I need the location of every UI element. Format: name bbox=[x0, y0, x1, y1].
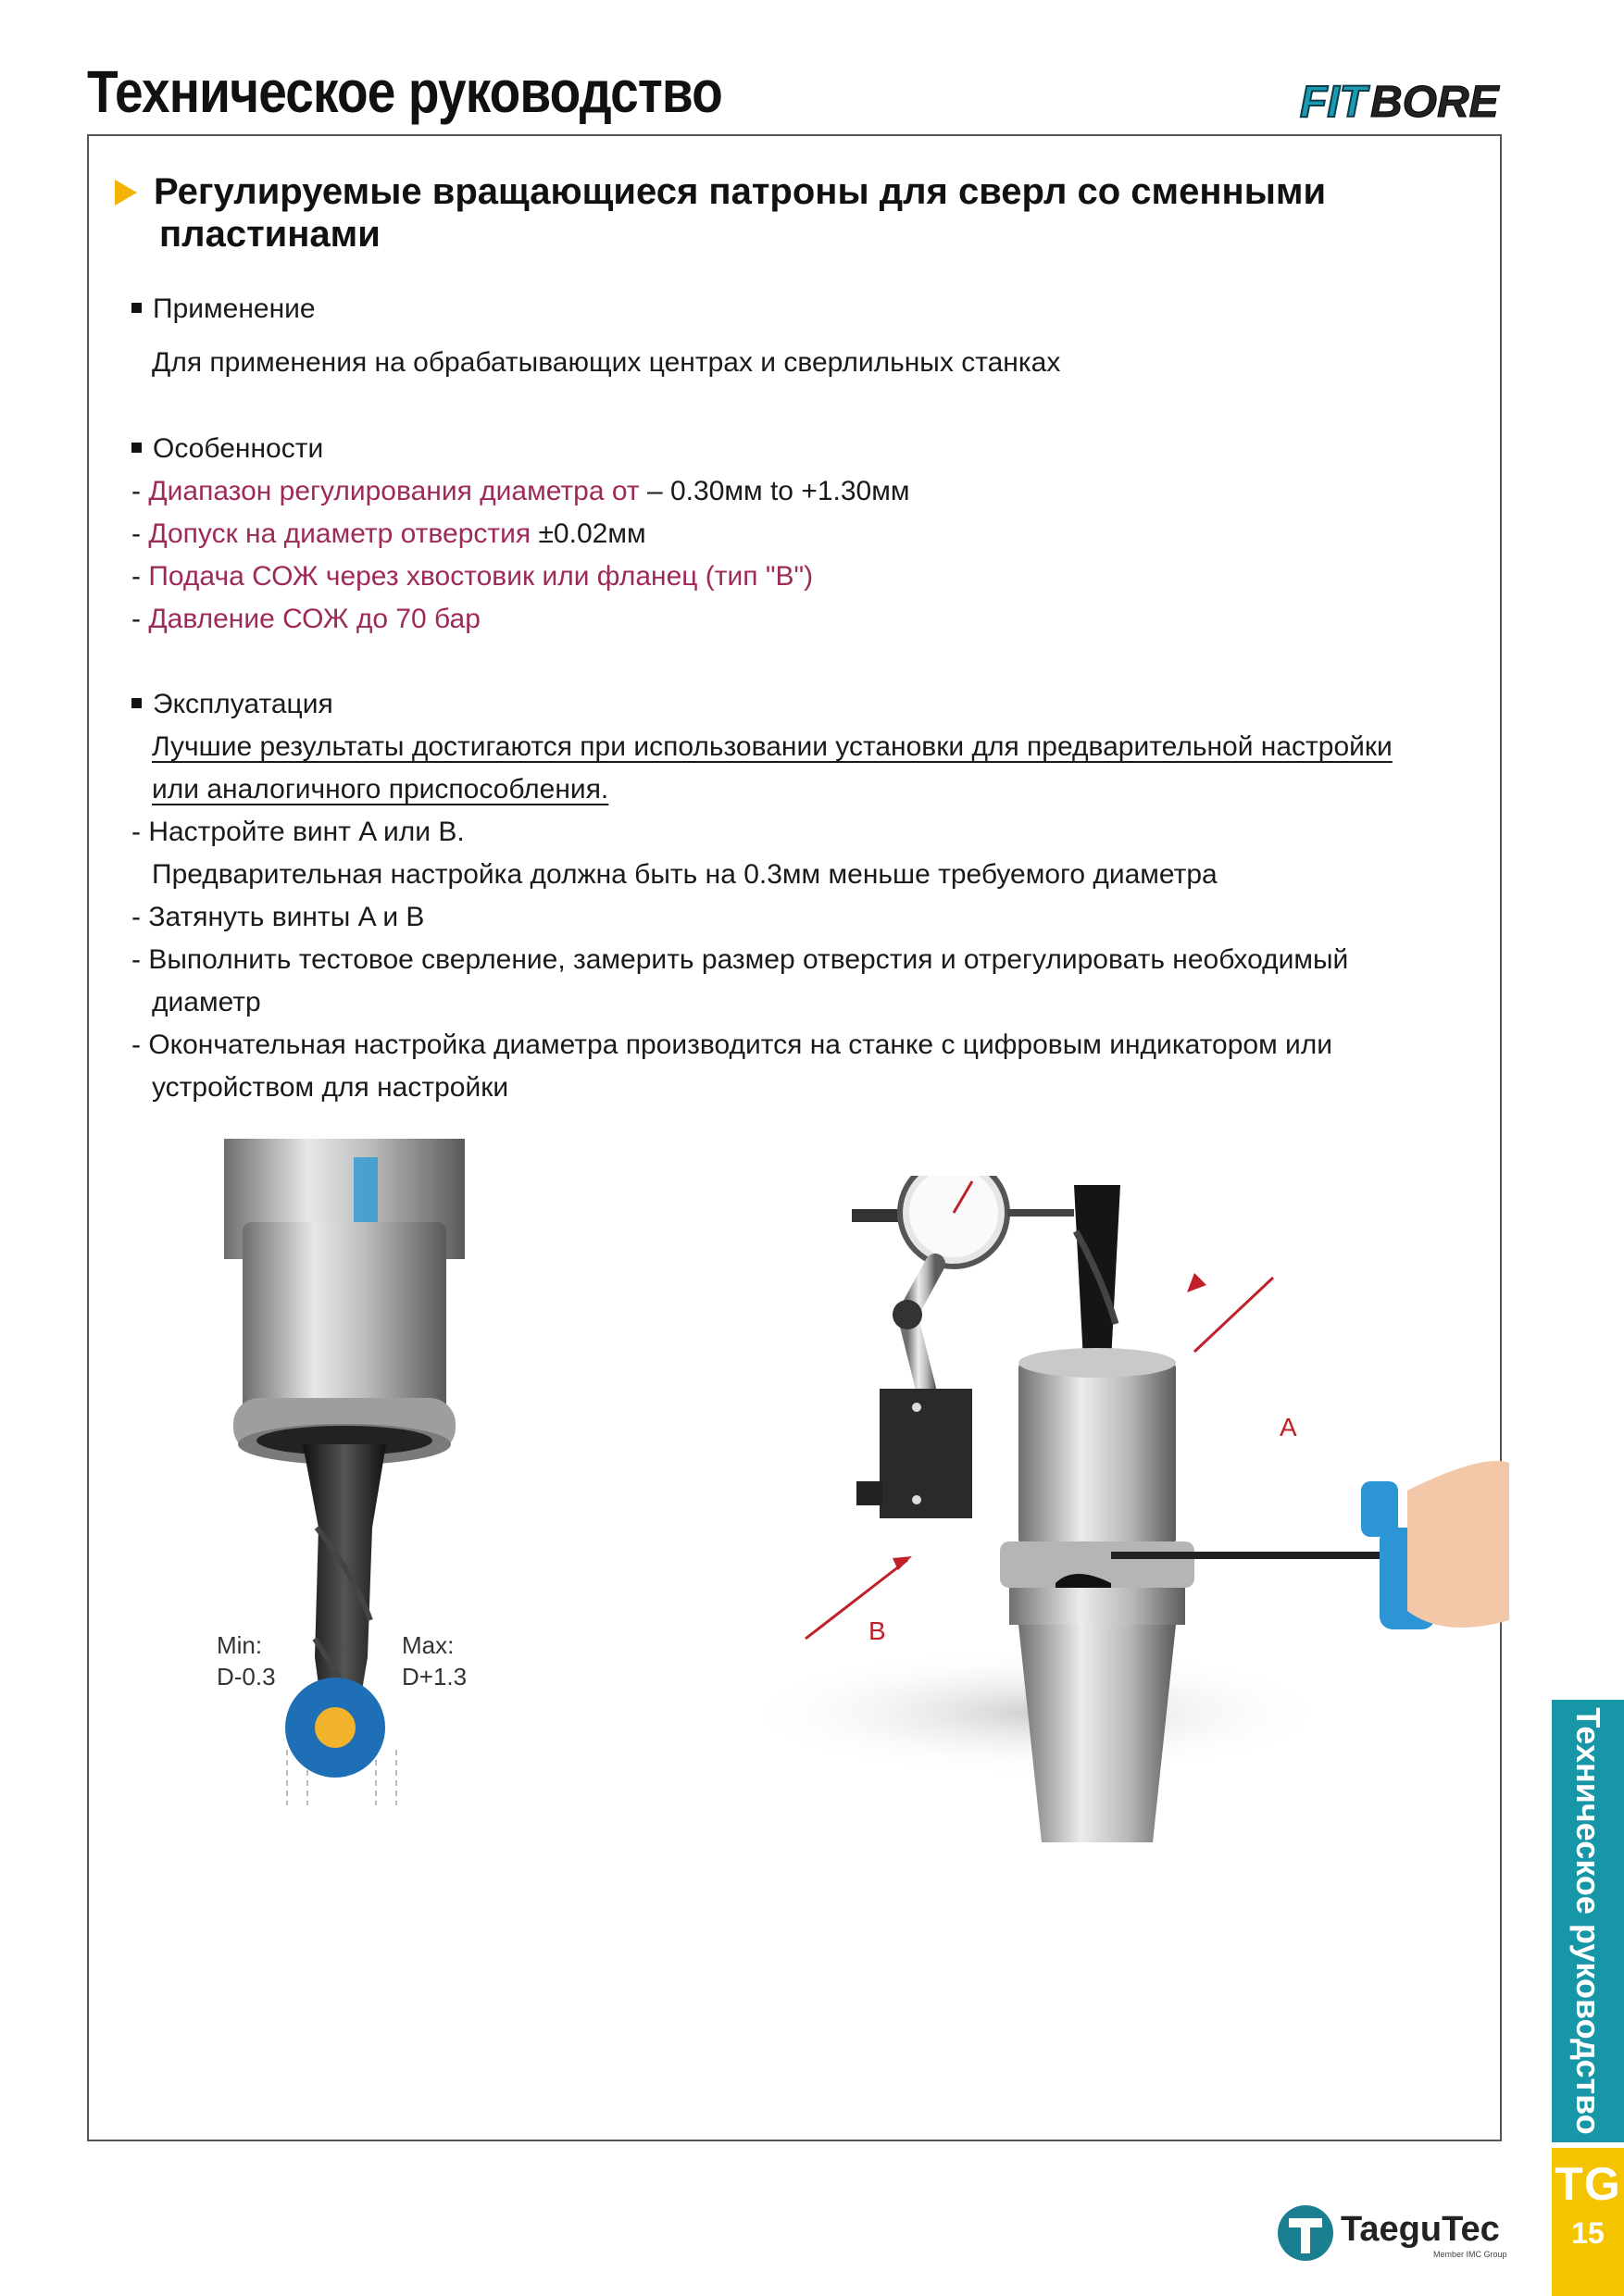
operation-note-line1: Лучшие результаты достигаются при использовании установки для предварительной настройки bbox=[152, 731, 1393, 762]
application-heading: Применение bbox=[131, 288, 1060, 331]
presetting-setup-illustration bbox=[741, 1176, 1509, 1889]
operation-step-continued: диаметр bbox=[152, 987, 261, 1017]
taegutec-logo bbox=[1276, 2200, 1518, 2265]
feature-item: - Подача СОЖ через хвостовик или фланец (тип "B") bbox=[131, 561, 814, 592]
fitbore-logo bbox=[1298, 72, 1509, 128]
square-bullet-icon bbox=[131, 698, 142, 708]
side-tab-text: Техническое руководство bbox=[1569, 1707, 1607, 2135]
operation-step: - Выполнить тестовое сверление, замерить размер отверстия и отрегулировать необходимый bbox=[131, 944, 1349, 975]
section-code-box bbox=[1552, 2148, 1624, 2296]
square-bullet-icon bbox=[131, 443, 142, 453]
logo-sub-text: Member IMC Group bbox=[1433, 2250, 1507, 2259]
logo-bore-text: BORE bbox=[1370, 78, 1499, 127]
label-a: A bbox=[1280, 1413, 1297, 1441]
feature-item: - Давление СОЖ до 70 бар bbox=[131, 604, 481, 634]
label-b: B bbox=[868, 1616, 886, 1645]
operation-step: - Окончательная настройка диаметра производится на станке с цифровым индикатором или bbox=[131, 1029, 1333, 1060]
operation-step-continued: устройством для настройки bbox=[152, 1072, 509, 1103]
operation-heading: Эксплуатация bbox=[131, 683, 1393, 726]
operation-step: - Настройте винт A или B. bbox=[131, 817, 465, 847]
logo-name-text: TaeguTec bbox=[1341, 2210, 1500, 2249]
features-heading: Особенности bbox=[131, 428, 909, 470]
operation-step: - Затянуть винты A и B bbox=[131, 902, 425, 932]
section-code: TG bbox=[1555, 2158, 1621, 2210]
triangle-bullet-icon bbox=[115, 180, 137, 206]
logo-fit-text: FIT bbox=[1300, 78, 1367, 127]
section-title-line1: Регулируемые вращающиеся патроны для сверл со сменными bbox=[154, 171, 1327, 212]
section-title-line2: пластинами bbox=[159, 214, 381, 255]
square-bullet-icon bbox=[131, 303, 142, 313]
features-block bbox=[131, 428, 909, 641]
operation-block bbox=[131, 683, 1393, 1109]
min-label: Min: D-0.3 bbox=[217, 1631, 276, 1691]
page-number: 15 bbox=[1571, 2216, 1605, 2250]
feature-item: - Диапазон регулирования диаметра от – 0.30мм to +1.30мм bbox=[131, 476, 910, 506]
max-label: Max: D+1.3 bbox=[402, 1631, 468, 1691]
application-text: Для применения на обрабатывающих центрах и сверлильных станках bbox=[152, 347, 1061, 378]
feature-item: - Допуск на диаметр отверстия ±0.02мм bbox=[131, 518, 646, 549]
side-tab bbox=[1552, 1700, 1624, 2142]
application-block bbox=[131, 288, 1060, 384]
operation-note-line2: или аналогичного приспособления. bbox=[152, 774, 609, 805]
page-title: Техническое руководство bbox=[87, 58, 722, 125]
operation-step-continued: Предварительная настройка должна быть на 0.3мм меньше требуемого диаметра bbox=[152, 859, 1218, 890]
diameter-range-icon bbox=[281, 1674, 389, 1781]
